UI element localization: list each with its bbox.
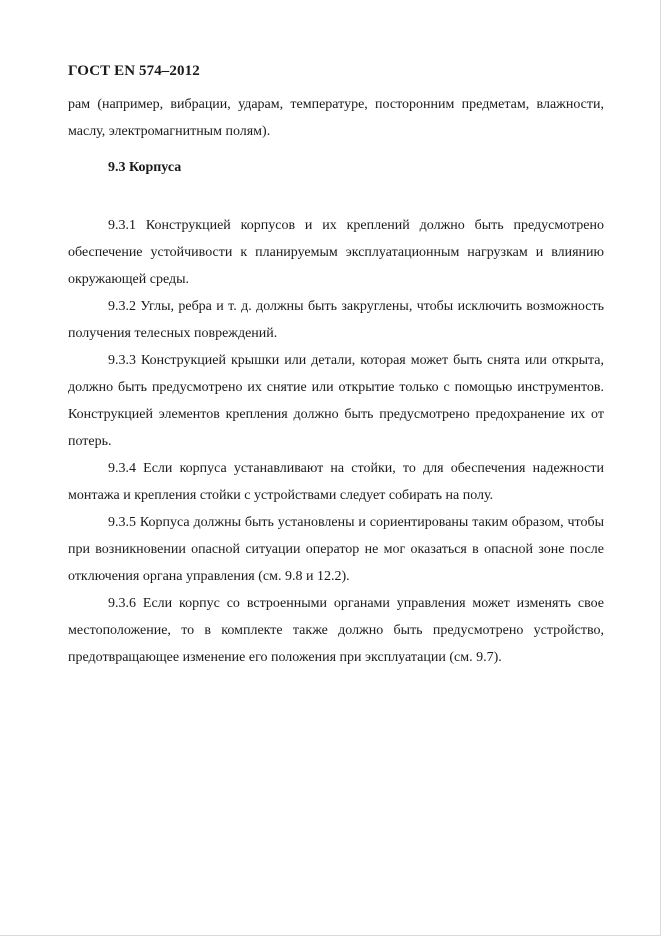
continuation-paragraph: рам (например, вибрации, ударам, температуре, посторонним предметам, влажности, маслу, электромагнитным полям). bbox=[68, 97, 604, 139]
clause-9-3-4: 9.3.4 Если корпуса устанавливают на стойки, то для обеспечения надежности монтажа и крепления стойки с устройствами следует собирать на полу. bbox=[68, 461, 604, 503]
clause-9-3-6: 9.3.6 Если корпус со встроенными органами управления может изменять свое местоположение, то в комплекте также должно быть предусмотрено устройство, предотвращающее изменение его положения при эксплуатации (см. 9.7). bbox=[68, 596, 604, 665]
clause-9-3-3: 9.3.3 Конструкцией крышки или детали, которая может быть снята или открыта, должно быть предусмотрено их снятие или открытие только с помощью инструментов. Конструкцией элементов крепления должно быть предусмотрено предохранение их от потерь. bbox=[68, 353, 604, 449]
section-heading: 9.3 Корпуса bbox=[108, 160, 182, 175]
clause-9-3-5: 9.3.5 Корпуса должны быть установлены и сориентированы таким образом, чтобы при возникновении опасной ситуации оператор не мог оказаться в опасной зоне после отключения органа управления (см. 9.8 и 12.2). bbox=[68, 515, 604, 584]
clause-9-3-1: 9.3.1 Конструкцией корпусов и их креплений должно быть предусмотрено обеспечение устойчивости к планируемым эксплуатационным нагрузкам и влиянию окружающей среды. bbox=[68, 218, 604, 287]
standard-header: ГОСТ EN 574–2012 bbox=[68, 63, 200, 79]
clause-9-3-2: 9.3.2 Углы, ребра и т. д. должны быть закруглены, чтобы исключить возможность получения телесных повреждений. bbox=[68, 299, 604, 341]
clause-list bbox=[68, 212, 604, 671]
